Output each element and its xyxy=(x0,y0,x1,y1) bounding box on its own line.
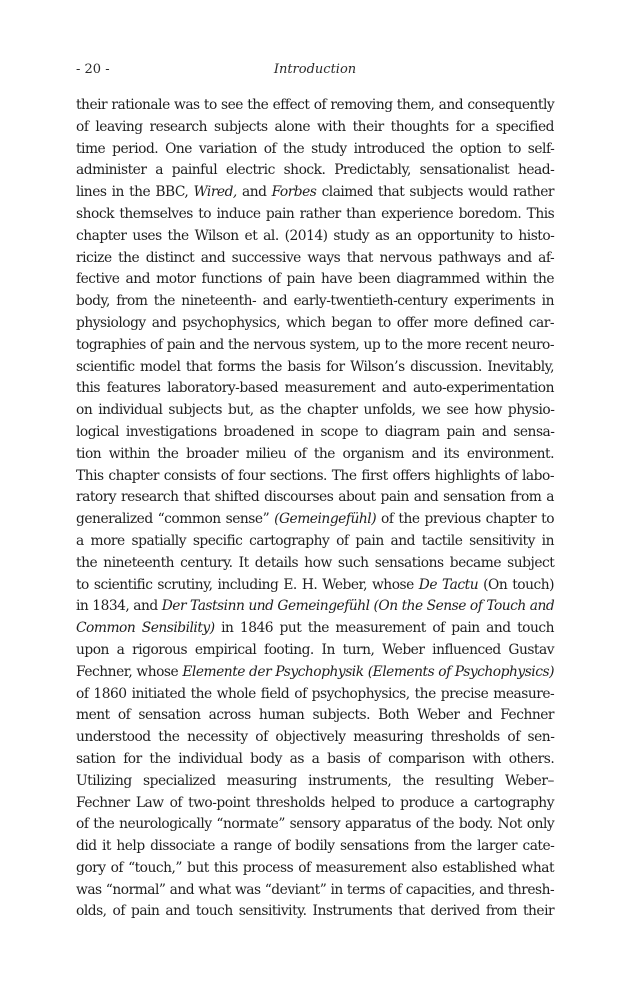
text-line xyxy=(76,509,554,531)
text-run: (On touch) xyxy=(478,576,554,593)
page-header xyxy=(76,62,554,86)
text-run: lines in the BBC, xyxy=(76,184,194,201)
text-run: tographies of pain and the nervous system, up to the more recent neuro- xyxy=(76,336,554,353)
text-line xyxy=(76,248,554,270)
text-line xyxy=(76,596,554,618)
text-run: Fechner, whose xyxy=(76,663,183,680)
text-line xyxy=(76,771,554,793)
text-line xyxy=(76,313,554,335)
text-run: generalized “common sense” xyxy=(76,511,275,528)
text-run: shock themselves to induce pain rather than experience boredom. This xyxy=(76,205,555,222)
text-run: of leaving research subjects alone with their thoughts for a specified xyxy=(76,118,554,135)
text-run: a more spatially specific cartography of pain and tactile sensitivity in xyxy=(76,532,554,549)
text-run: in 1846 put the measurement of pain and touch xyxy=(214,620,554,637)
text-line xyxy=(76,640,554,662)
text-run: scientific model that forms the basis for Wilson’s discussion. Inevitably, xyxy=(76,358,554,375)
text-run: was “normal” and what was “deviant” in terms of capacities, and thresh- xyxy=(76,881,555,898)
text-run: chapter uses the Wilson et al. (2014) study as an opportunity to histo- xyxy=(76,227,555,244)
text-run: claimed that subjects would rather xyxy=(316,184,555,201)
text-line xyxy=(76,901,554,923)
text-run: sation for the individual body as a basis of comparison with others. xyxy=(76,750,555,767)
text-line xyxy=(76,117,554,139)
italic-text: Der Tastsinn und Gemeingefühl (On the Sense of Touch and xyxy=(161,598,555,615)
text-run: time period. One variation of the study introduced the option to self- xyxy=(76,140,555,157)
text-line xyxy=(76,291,554,313)
body-paragraph xyxy=(76,95,554,923)
text-run: on individual subjects but, as the chapter unfolds, we see how physio- xyxy=(76,402,555,419)
text-line xyxy=(76,95,554,117)
text-line xyxy=(76,422,554,444)
text-run: fective and motor functions of pain have been diagrammed within the xyxy=(76,271,554,288)
text-run: This chapter consists of four sections. The first offers highlights of labo- xyxy=(76,467,554,484)
text-run: their rationale was to see the effect of removing them, and consequently xyxy=(76,97,555,113)
text-run: in 1834, and xyxy=(76,598,162,615)
text-line xyxy=(76,139,554,161)
text-run: ratory research that shifted discourses about pain and sensation from a xyxy=(76,489,554,506)
text-line xyxy=(76,444,554,466)
text-line xyxy=(76,553,554,575)
text-line xyxy=(76,727,554,749)
text-run: to scientific scrutiny, including E. H. Weber, whose xyxy=(76,576,419,593)
italic-text: Common Sensibility) xyxy=(76,620,215,637)
text-line xyxy=(76,487,554,509)
text-run: understood the necessity of objectively measuring thresholds of sen- xyxy=(76,729,555,746)
text-run: administer a painful electric shock. Predictably, sensationalist head- xyxy=(76,162,555,179)
text-line xyxy=(76,531,554,553)
text-run: this features laboratory-based measurement and auto-experimentation xyxy=(76,380,554,397)
text-line xyxy=(76,269,554,291)
text-line xyxy=(76,858,554,880)
text-line xyxy=(76,793,554,815)
italic-text: (Gemeingefühl) xyxy=(274,511,377,528)
text-line xyxy=(76,880,554,902)
text-run: olds, of pain and touch sensitivity. Instruments that derived from their xyxy=(76,903,555,920)
text-run: did it help dissociate a range of bodily sensations from the larger cate- xyxy=(76,838,555,855)
text-line xyxy=(76,618,554,640)
text-run: physiology and psychophysics, which began to offer more defined car- xyxy=(76,314,554,331)
text-run: ment of sensation across human subjects. Both Weber and Fechner xyxy=(76,707,554,724)
italic-text: De Tactu xyxy=(418,576,479,593)
text-run: tion within the broader milieu of the organism and its environment. xyxy=(76,445,554,462)
text-run: of 1860 initiated the whole field of psychophysics, the precise measure- xyxy=(76,685,555,702)
text-run: of the neurologically “normate” sensory apparatus of the body. Not only xyxy=(76,816,555,833)
text-run: and xyxy=(236,184,272,201)
running-head: Introduction xyxy=(273,62,357,77)
page-number: - 20 - xyxy=(76,62,110,77)
text-line xyxy=(76,662,554,684)
text-run: of the previous chapter to xyxy=(376,511,555,528)
text-run: the nineteenth century. It details how such sensations became subject xyxy=(76,554,555,571)
italic-text: Forbes xyxy=(271,184,317,201)
text-line xyxy=(76,466,554,488)
text-run: Fechner Law of two-point thresholds helped to produce a cartography xyxy=(76,794,554,811)
italic-text: Wired, xyxy=(193,184,237,201)
text-line xyxy=(76,836,554,858)
italic-text: Elemente der Psychophysik (Elements of Psychophysics) xyxy=(182,663,554,680)
text-line xyxy=(76,400,554,422)
text-run: body, from the nineteenth- and early-twentieth-century experiments in xyxy=(76,293,554,310)
text-line xyxy=(76,749,554,771)
text-run: logical investigations broadened in scope to diagram pain and sensa- xyxy=(76,423,555,440)
text-run: upon a rigorous empirical footing. In turn, Weber influenced Gustav xyxy=(76,641,554,658)
text-run: ricize the distinct and successive ways that nervous pathways and af- xyxy=(76,249,555,266)
text-line xyxy=(76,335,554,357)
text-line xyxy=(76,182,554,204)
text-line xyxy=(76,684,554,706)
text-line xyxy=(76,204,554,226)
text-line xyxy=(76,575,554,597)
text-line xyxy=(76,160,554,182)
text-line xyxy=(76,378,554,400)
text-line xyxy=(76,814,554,836)
text-line xyxy=(76,705,554,727)
text-line xyxy=(76,357,554,379)
text-run: gory of “touch,” but this process of measurement also established what xyxy=(76,859,554,876)
text-line xyxy=(76,226,554,248)
text-run: Utilizing specialized measuring instruments, the resulting Weber– xyxy=(76,772,554,789)
